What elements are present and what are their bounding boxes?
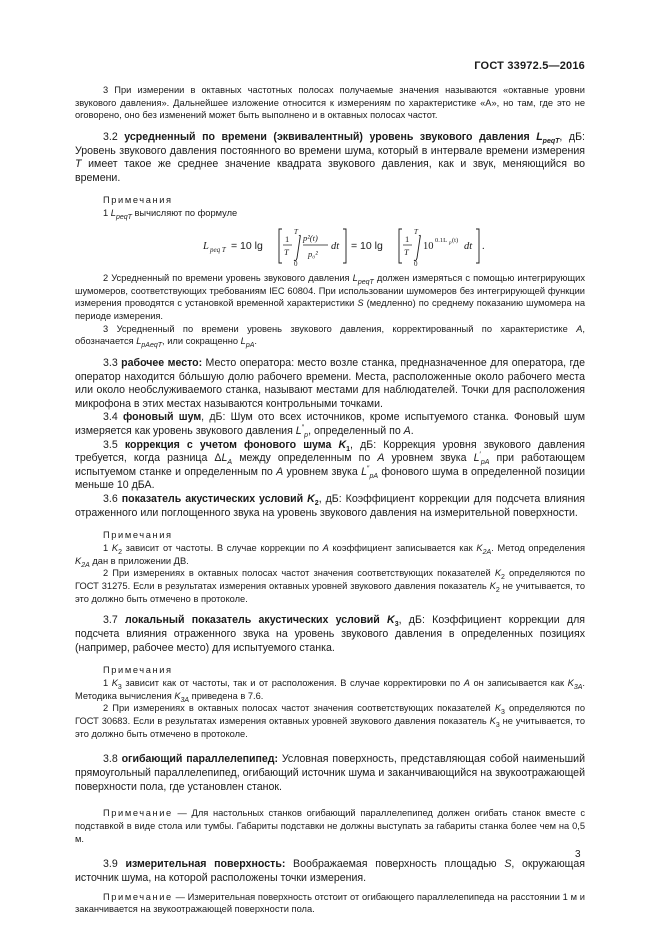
svg-text:.: . bbox=[482, 240, 485, 252]
svg-text:p₀²: p₀² bbox=[308, 248, 318, 259]
section-3-4: 3.4 фоновый шум, дБ: Шум ото всех источников, кроме испытуемого станка. Фоновый шум измеряется как уровень звукового давления $L''_p$, определенный по A. bbox=[75, 411, 585, 440]
note-3-6-1: 1 $K_2$ зависит от частоты. В случае коррекции по A коэффициент записывается как $K_{2A}$. Метод определения $K_{2A}$ дан в приложении ДВ. bbox=[75, 542, 585, 569]
section-3-3: 3.3 рабочее место: Место оператора: место возле станка, предназначенное для оператора, где оператор находится бо́льшую долю рабочего времени. Места, расположенные около рабочего места или около необслуживаемого станка, называют местами для наблюдателей. Точки для расположения микрофона в этих местах называются контрольными точками. bbox=[75, 357, 585, 410]
section-3-2: 3.2 усредненный по времени (эквивалентный) уровень звукового давления $L_{peqT}$, дБ: Уровень звукового давления постоянного во времени шума, который в интервале времени измерения T имеет такое же среднее значение квадрата звукового давления, как и звук, меняющийся во времени. bbox=[75, 131, 585, 184]
svg-text:0: 0 bbox=[294, 259, 298, 268]
svg-text:peq T: peq T bbox=[210, 245, 226, 254]
note-3-9: Примечание — Измерительная поверхность отстоит от огибающего параллелепипеда на расстоянии 1 м и заканчивается на звукоотражающей поверхности пола. bbox=[75, 891, 585, 915]
svg-text:T: T bbox=[404, 246, 409, 257]
svg-text:0.1L: 0.1L bbox=[435, 236, 448, 244]
notes-heading: Примечания bbox=[103, 195, 173, 206]
note-3-7-1: 1 $K_3$ зависит как от частоты, так и от расположения. В случае корректировки по A он записывается как $K_{3A}$. Методика вычисления $K_{3A}$ приведена в 7.6. bbox=[75, 677, 585, 704]
note-3-7-2: 2 При измерениях в октавных полосах частот значения соответствующих показателей $K_3$ определяются по ГОСТ 30683. Если в результатах измерения октавных уровней звукового давления показатель $K_3$ не учитывается, то это должно быть отмечено в протоколе. bbox=[75, 703, 586, 739]
notes-heading-3-6: Примечания bbox=[103, 530, 173, 541]
svg-text:= 10 lg: = 10 lg bbox=[231, 239, 263, 252]
svg-text:(t): (t) bbox=[452, 236, 459, 244]
svg-text:0: 0 bbox=[414, 259, 418, 268]
svg-text:1: 1 bbox=[285, 233, 290, 244]
svg-text:T: T bbox=[294, 227, 298, 236]
svg-text:p²(t): p²(t) bbox=[303, 232, 318, 243]
svg-text:= 10 lg: = 10 lg bbox=[351, 239, 383, 252]
note-3-2-3: 3 Усредненный по времени уровень звукового давления, корректированный по характеристике A, обозначается $L_{pAeqT}$, или сокращенно $L_{pA}$. bbox=[75, 323, 585, 350]
note-3-2-2: 2 Усредненный по времени уровень звукового давления $L_{peqT}$ должен измеряться с помощью интегрирующих шумомеров, соответствующих требованиям IEC 60804. При использовании шумомеров без интегрирующей функции измерения проводятся с установкой временной характеристики S (медленно) по среднему показанию шумомера на периоде измерения. bbox=[75, 272, 586, 321]
section-3-7: 3.7 локальный показатель акустических условий $K_3$, дБ: Коэффициент коррекции для подсчета влияния отраженного звука на уровень звукового давления в определенных позициях (например, рабочее место) для испытуемого станка. bbox=[75, 614, 586, 654]
note-3-2-1: 1 $L_{peqT}$ вычисляют по формуле bbox=[103, 208, 238, 222]
section-3-9: 3.9 измерительная поверхность: Воображаемая поверхность площадью S, окружающая источник шума, на которой расположены точки измерения. bbox=[75, 858, 586, 884]
svg-text:L: L bbox=[203, 240, 209, 252]
svg-text:p: p bbox=[449, 240, 452, 246]
standard-header: ГОСТ 33972.5—2016 bbox=[474, 60, 585, 72]
svg-text:dt: dt bbox=[464, 240, 473, 252]
note-continuation: 3 При измерении в октавных частотных полосах получаемые значения называются «октавные уровни звукового давления». Дальнейшее изложение относится к измерениям по характеристике «А», но там, где это не оговорено, оно без изменений может быть выполнено и в октавных полосах частот. bbox=[75, 85, 585, 121]
note-3-8: Примечание — Для настольных станков огибающий параллелепипед должен огибать станок вместе с подставкой в виде стола или тумбы. Габариты подставки не должны выступать за габариты станка более чем на 0,5 м. bbox=[75, 808, 585, 844]
section-3-8: 3.8 огибающий параллелепипед: Условная поверхность, представляющая собой наименьший прямоугольный параллелепипед, огибающий источник шума и заканчивающийся на звукоотражающей поверхности пола, где установлен станок. bbox=[75, 753, 585, 793]
formula-graphic bbox=[75, 222, 585, 270]
svg-text:T: T bbox=[284, 246, 289, 257]
svg-text:10: 10 bbox=[423, 240, 434, 252]
page-number: 3 bbox=[575, 849, 581, 860]
note-3-6-2: 2 При измерениях в октавных полосах частот значения соответствующих показателей $K_2$ определяются по ГОСТ 31275. Если в результатах измерения октавных уровней звукового давления показатель $K_2$ не учитывается, то это должно быть отмечено в протоколе. bbox=[75, 568, 586, 604]
page-content bbox=[75, 84, 585, 916]
svg-text:dt: dt bbox=[331, 240, 340, 252]
notes-heading-3-7: Примечания bbox=[103, 665, 173, 676]
svg-text:T: T bbox=[414, 227, 418, 236]
svg-text:1: 1 bbox=[405, 233, 410, 244]
section-3-6: 3.6 показатель акустических условий $K_2$, дБ: Коэффициент коррекции для подсчета влияния отраженного или поглощенного звука на уровень звукового давления на измерительной поверхности. bbox=[75, 493, 585, 519]
formula-2 bbox=[75, 222, 585, 270]
section-3-5: 3.5 коррекция с учетом фонового шума $K_1$, дБ: Коррекция уровня звукового давления требуется, когда разница $\Delta L_A$ между определенным по A уровнем звука $L'_{pA}$ при работающем испытуемом станке и определенным по A уровнем звука $L''_{pA}$ фонового шума в определенной позиции меньше 10 дБА. bbox=[75, 438, 585, 492]
